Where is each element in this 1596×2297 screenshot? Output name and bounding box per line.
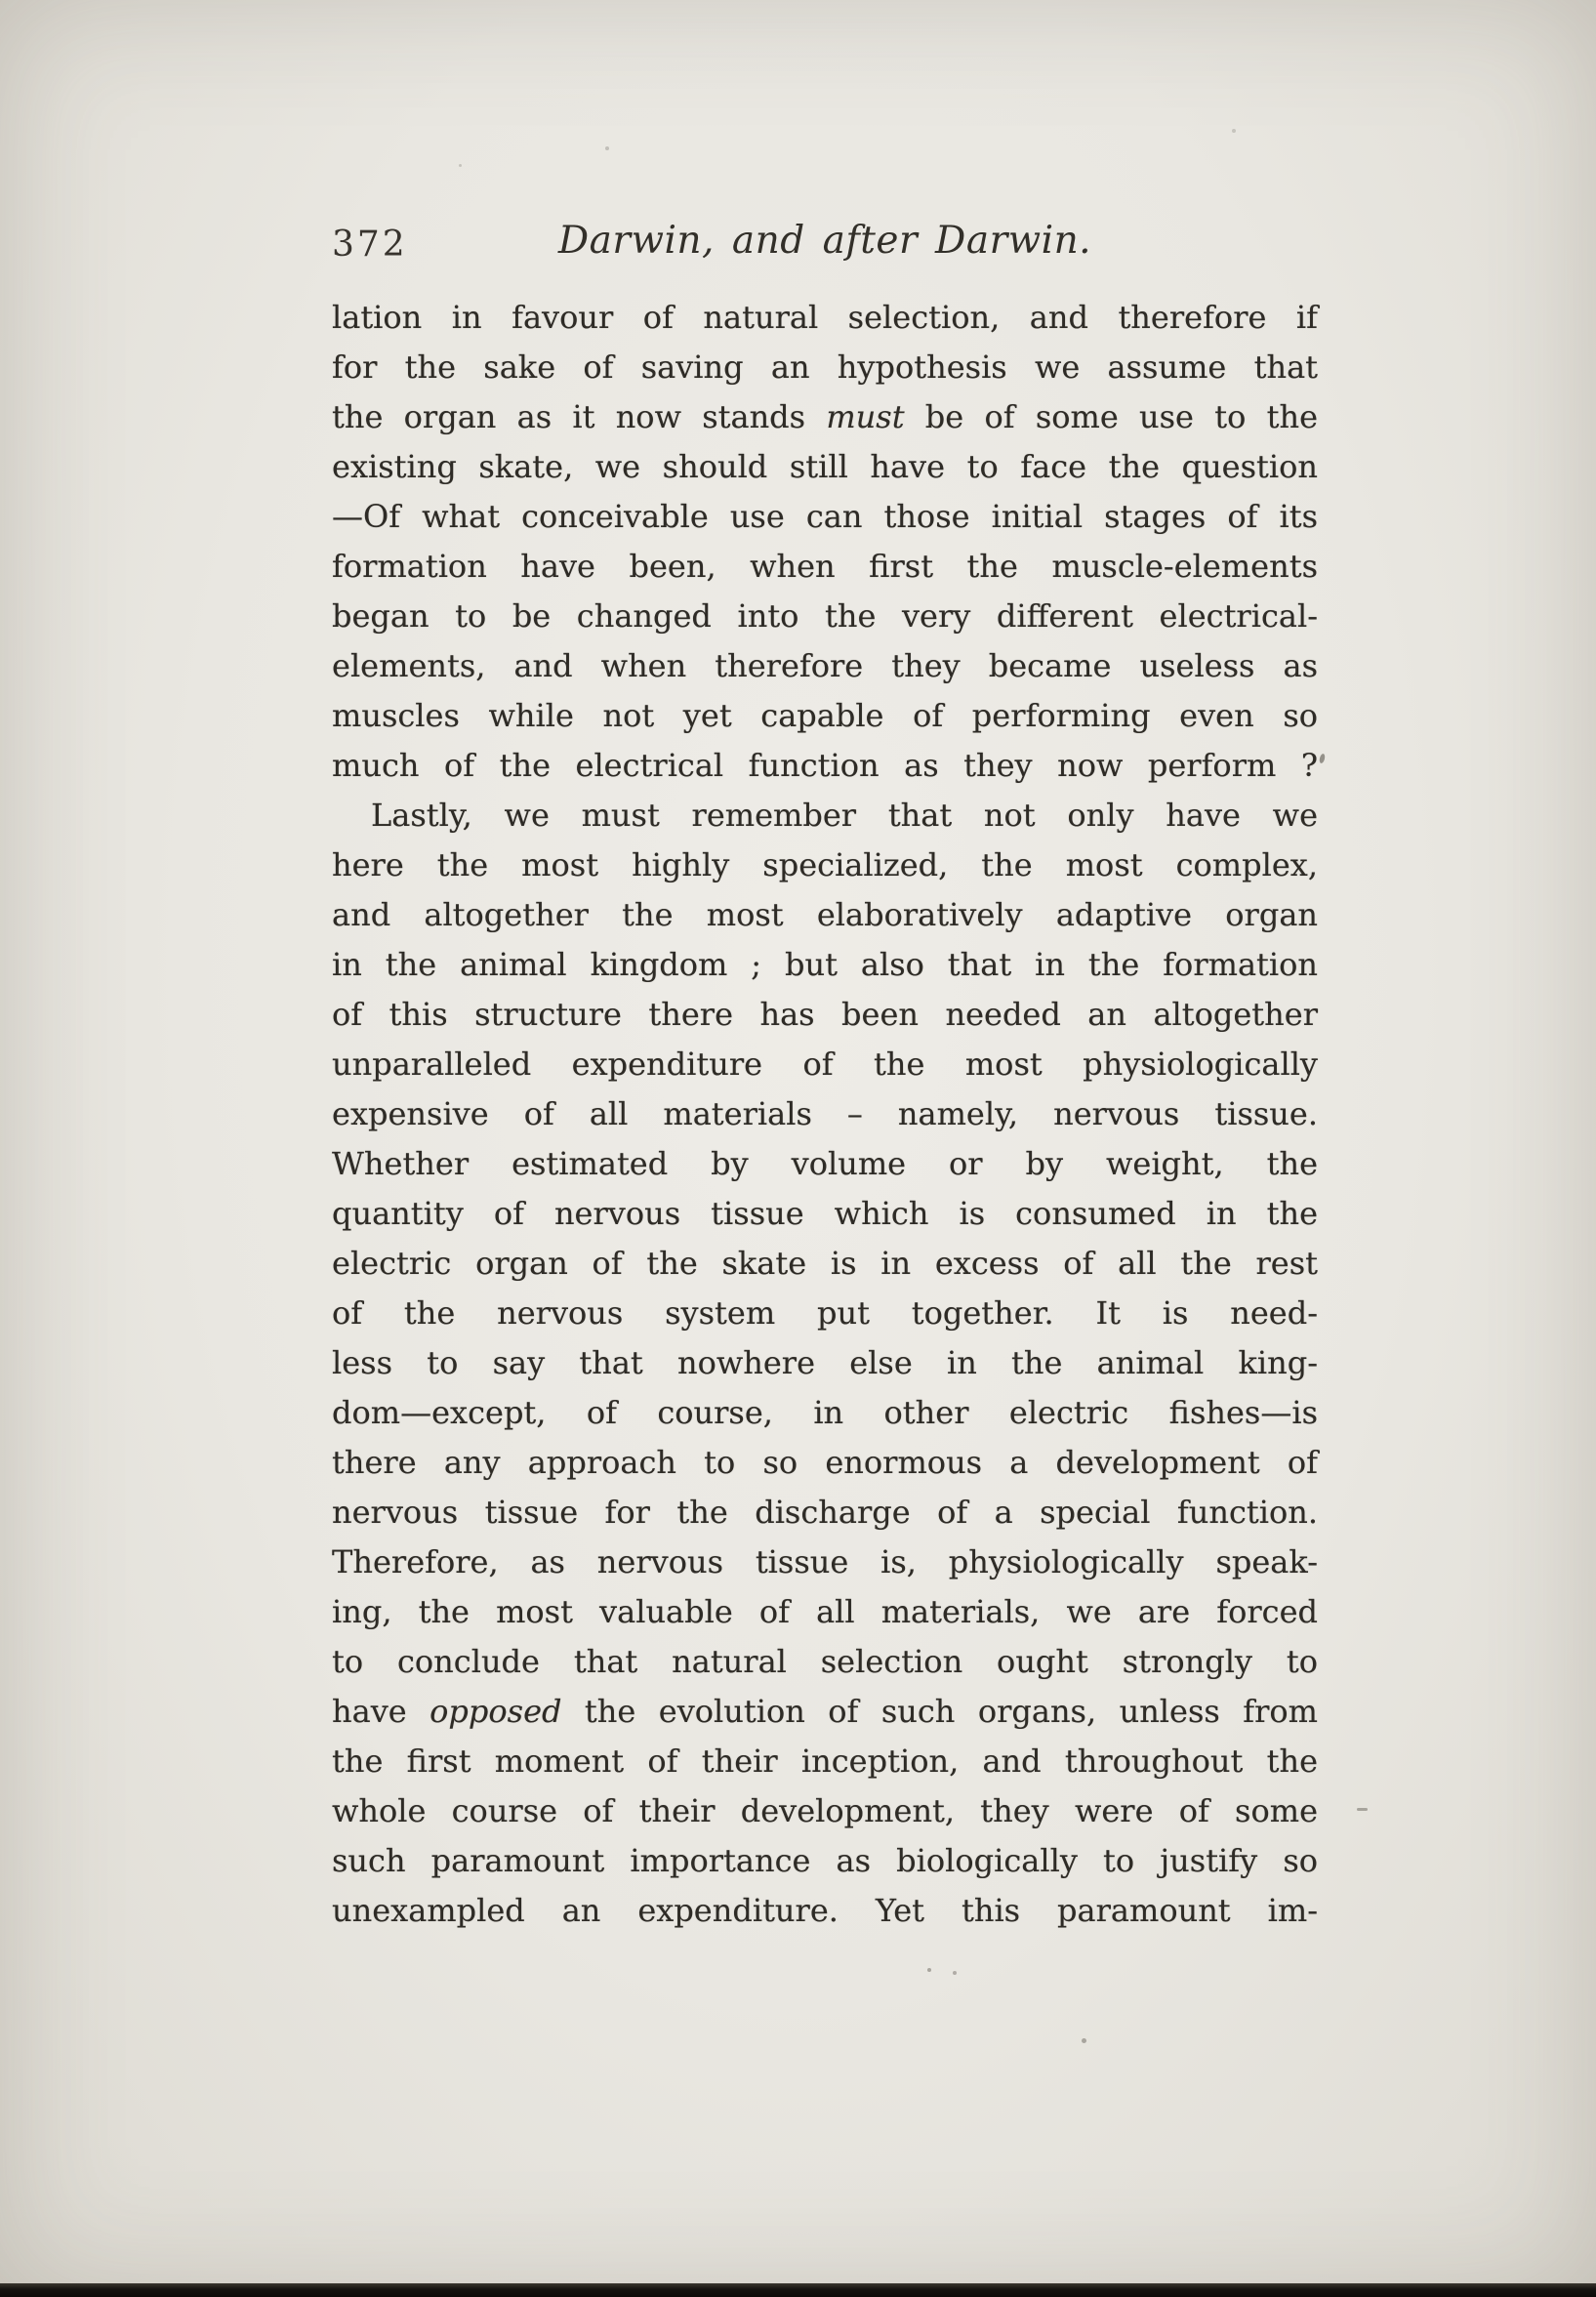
text-run: for the sake of saving an hypothesis we assume that bbox=[332, 349, 1318, 386]
scan-speck bbox=[953, 1971, 957, 1975]
text-line bbox=[332, 1786, 1318, 1836]
text-line bbox=[332, 1089, 1318, 1139]
text-line bbox=[332, 791, 1318, 841]
text-line bbox=[332, 1836, 1318, 1886]
text-line bbox=[332, 343, 1318, 392]
text-run: unparalleled expenditure of the most physiologically bbox=[332, 1046, 1318, 1083]
text-line bbox=[332, 1040, 1318, 1089]
scan-speck bbox=[459, 164, 462, 167]
scan-speck bbox=[1319, 754, 1326, 764]
text-run: Therefore, as nervous tissue is, physiologically speak- bbox=[332, 1543, 1318, 1580]
text-line bbox=[332, 940, 1318, 990]
text-run: Whether estimated by volume or by weight, the bbox=[332, 1145, 1318, 1182]
text-run: Lastly, we must remember that not only have we bbox=[371, 797, 1318, 834]
text-line bbox=[332, 1139, 1318, 1189]
italic-run: opposed bbox=[430, 1693, 562, 1730]
text-run: the evolution of such organs, unless from bbox=[561, 1693, 1319, 1730]
text-line bbox=[332, 1388, 1318, 1438]
text-run: and altogether the most elaboratively adaptive organ bbox=[332, 896, 1318, 933]
text-run: such paramount importance as biologically to justify so bbox=[332, 1842, 1318, 1879]
scan-speck bbox=[1082, 2038, 1086, 2043]
text-line bbox=[332, 1737, 1318, 1786]
text-line bbox=[332, 1488, 1318, 1538]
scan-speck bbox=[927, 1968, 931, 1972]
text-line bbox=[332, 641, 1318, 691]
text-line bbox=[332, 542, 1318, 592]
text-run: here the most highly specialized, the most complex, bbox=[332, 846, 1318, 883]
italic-run: must bbox=[826, 398, 905, 435]
text-run: there any approach to so enormous a development of bbox=[332, 1444, 1318, 1481]
text-line bbox=[332, 1587, 1318, 1637]
text-run: whole course of their development, they were of some bbox=[332, 1792, 1318, 1829]
text-run: unexampled an expenditure. Yet this paramount im- bbox=[332, 1892, 1318, 1929]
text-run: quantity of nervous tissue which is consumed in the bbox=[332, 1195, 1318, 1232]
text-line bbox=[332, 592, 1318, 641]
text-run: nervous tissue for the discharge of a special function. bbox=[332, 1494, 1318, 1531]
scan-edge-shadow bbox=[0, 2283, 1596, 2297]
scan-speck bbox=[1357, 1808, 1368, 1811]
text-run: dom—except, of course, in other electric fishes—is bbox=[332, 1394, 1318, 1431]
text-run: of this structure there has been needed an altogether bbox=[332, 996, 1318, 1033]
text-run: have bbox=[332, 1693, 430, 1730]
scan-speck bbox=[1232, 129, 1236, 133]
text-run: be of some use to the bbox=[904, 398, 1319, 435]
text-line bbox=[332, 1637, 1318, 1687]
text-run: —Of what conceivable use can those initial stages of its bbox=[332, 498, 1318, 535]
text-line bbox=[332, 293, 1318, 343]
text-line bbox=[332, 492, 1318, 542]
text-line bbox=[332, 1189, 1318, 1239]
page-number: 372 bbox=[332, 225, 408, 265]
text-line bbox=[332, 1687, 1318, 1737]
text-line bbox=[332, 392, 1318, 442]
scan-speck bbox=[605, 146, 609, 150]
text-line bbox=[332, 691, 1318, 741]
text-line bbox=[332, 1886, 1318, 1936]
text-run: the first moment of their inception, and throughout the bbox=[332, 1743, 1318, 1780]
text-line bbox=[332, 890, 1318, 940]
text-run: lation in favour of natural selection, and therefore if bbox=[332, 299, 1318, 336]
text-run: less to say that nowhere else in the animal king- bbox=[332, 1344, 1318, 1381]
text-run: the organ as it now stands bbox=[332, 398, 827, 435]
text-line bbox=[332, 1438, 1318, 1488]
text-line bbox=[332, 1239, 1318, 1289]
text-line bbox=[332, 1338, 1318, 1388]
text-run: of the nervous system put together. It is need- bbox=[332, 1294, 1318, 1332]
page-header bbox=[332, 219, 1318, 277]
text-line bbox=[332, 1289, 1318, 1338]
text-run: in the animal kingdom ; but also that in the formation bbox=[332, 946, 1318, 983]
text-line bbox=[332, 990, 1318, 1040]
text-run: formation have been, when first the muscle-elements bbox=[332, 548, 1318, 585]
text-run: much of the electrical function as they now perform ? bbox=[332, 747, 1318, 784]
text-line bbox=[332, 841, 1318, 890]
text-run: muscles while not yet capable of performing even so bbox=[332, 697, 1318, 734]
text-line bbox=[332, 1538, 1318, 1587]
running-title: Darwin, and after Darwin. bbox=[557, 219, 1092, 263]
text-block bbox=[332, 293, 1318, 1936]
text-run: ing, the most valuable of all materials, we are forced bbox=[332, 1593, 1318, 1630]
text-run: expensive of all materials – namely, nervous tissue. bbox=[332, 1095, 1318, 1132]
text-run: electric organ of the skate is in excess of all the rest bbox=[332, 1245, 1318, 1282]
text-run: existing skate, we should still have to face the question bbox=[332, 448, 1318, 485]
text-run: elements, and when therefore they became useless as bbox=[332, 647, 1318, 684]
text-run: to conclude that natural selection ought strongly to bbox=[332, 1643, 1318, 1680]
text-line bbox=[332, 741, 1318, 791]
text-line bbox=[332, 442, 1318, 492]
text-run: began to be changed into the very different electrical- bbox=[332, 597, 1318, 635]
